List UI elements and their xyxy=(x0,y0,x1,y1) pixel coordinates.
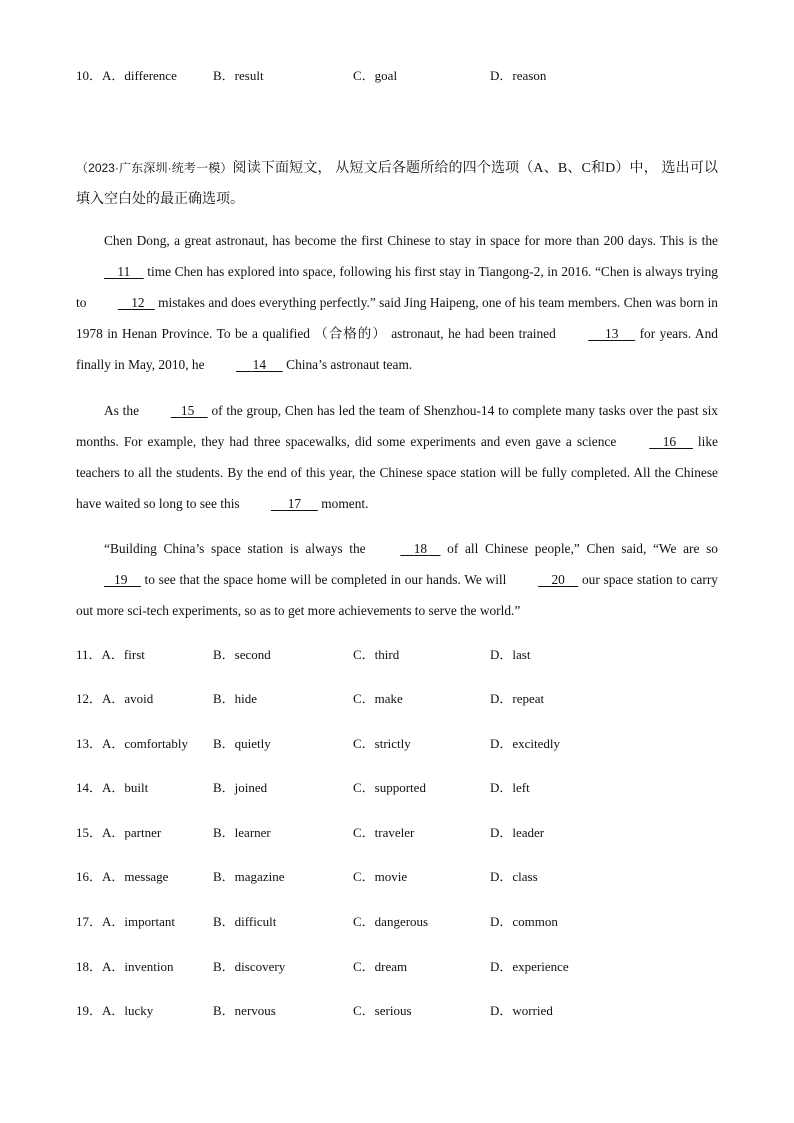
blank-14: 14 xyxy=(252,357,267,372)
question-number: 15． xyxy=(76,825,103,840)
option-a: A．comfortably xyxy=(102,736,188,751)
option-d: D．worried xyxy=(490,1003,553,1018)
question-18-options xyxy=(76,957,718,977)
option-c: C．traveler xyxy=(353,825,415,840)
option-a: A．built xyxy=(102,780,149,795)
option-c: C．goal xyxy=(353,68,398,83)
option-b: B．quietly xyxy=(213,736,271,751)
blank-20: 20 xyxy=(551,572,565,587)
option-c: C．movie xyxy=(353,869,408,884)
option-b: B．result xyxy=(213,68,264,83)
option-d: D．common xyxy=(490,914,558,929)
blank-18: 18 xyxy=(413,541,428,556)
option-a: A．partner xyxy=(102,825,162,840)
question-15-options xyxy=(76,823,718,843)
option-b: B．magazine xyxy=(213,869,285,884)
option-a: A．avoid xyxy=(102,691,154,706)
question-number: 17． xyxy=(76,914,103,929)
option-b: B．joined xyxy=(213,780,268,795)
option-d: D．last xyxy=(490,647,531,662)
option-c: C．strictly xyxy=(353,736,411,751)
question-number: 13． xyxy=(76,736,103,751)
question-number: 16． xyxy=(76,869,103,884)
option-b: B．learner xyxy=(213,825,271,840)
blank-17: 17 xyxy=(287,496,302,511)
blank-13: 13 xyxy=(605,326,619,341)
blank-12: 12 xyxy=(131,295,145,310)
option-b: B．hide xyxy=(213,691,258,706)
blank-11: 11 xyxy=(117,264,131,279)
option-b: B．discovery xyxy=(213,959,286,974)
option-d: D．excitedly xyxy=(490,736,561,751)
option-d: D．leader xyxy=(490,825,545,840)
option-d: D．reason xyxy=(490,68,547,83)
option-a: A．invention xyxy=(102,959,174,974)
option-b: B．difficult xyxy=(213,914,277,929)
passage-paragraph-1: Chen Dong, a great astronaut, has become the first Chinese to stay in space for more than 200 days. This is the 11 time Chen has explored into space, following his first stay in Tiangong-2, in 2016. “Chen is always trying to 12 mistakes and does everything perfectly.” said Jing Haipeng, one of his team members. Chen was born in 1978 in Henan Province. To be a qualified （合格的） astronaut, he had been trained 13 for years. And finally in May, 2010, he 14 China’s astronaut team. xyxy=(76,225,718,380)
blank-16: 16 xyxy=(662,434,677,449)
option-d: D．experience xyxy=(490,959,569,974)
question-12-options xyxy=(76,689,718,709)
passage-paragraph-3: “Building China’s space station is always the 18 of all Chinese people,” Chen said, “We are so 19 to see that the space home will be completed in our hands. We will 20 our space station to carry out more sci-tech experiments, so as to get more achievements to serve the world.” xyxy=(76,533,718,626)
source-tag: （2023·广东深圳·统考一模） xyxy=(76,161,233,175)
blank-19: 19 xyxy=(114,572,128,587)
instruction-text: 阅读下面短文， 从短文后各题所给的四个选项（A、B、C和D）中， 选出可以填入空白处的最正确选项。 xyxy=(76,161,718,207)
option-d: D．repeat xyxy=(490,691,545,706)
question-14-options xyxy=(76,778,718,798)
option-a: A．lucky xyxy=(102,1003,154,1018)
instruction xyxy=(76,153,718,215)
option-c: C．third xyxy=(353,647,400,662)
option-a: A．first xyxy=(101,647,145,662)
option-c: C．serious xyxy=(353,1003,412,1018)
question-13-options xyxy=(76,734,718,754)
option-c: C．supported xyxy=(353,780,426,795)
question-number: 14． xyxy=(76,780,103,795)
option-c: C．dangerous xyxy=(353,914,429,929)
question-11-options xyxy=(76,645,718,665)
question-19-options xyxy=(76,1001,718,1021)
option-a: A．difference xyxy=(102,68,177,83)
question-number: 11． xyxy=(76,647,102,662)
option-a: A．important xyxy=(102,914,175,929)
question-number: 10． xyxy=(76,68,103,83)
option-c: C．dream xyxy=(353,959,408,974)
blank-15: 15 xyxy=(180,403,195,418)
question-number: 19． xyxy=(76,1003,103,1018)
option-b: B．nervous xyxy=(213,1003,276,1018)
question-17-options xyxy=(76,912,718,932)
question-number: 18． xyxy=(76,959,103,974)
option-a: A．message xyxy=(102,869,169,884)
question-10-options xyxy=(76,66,718,86)
passage-paragraph-2: As the 15 of the group, Chen has led the team of Shenzhou-14 to complete many tasks over the past six months. For example, they had three spacewalks, did some experiments and even gave a science 16 like teachers to all the students. By the end of this year, the Chinese space station will be fully completed. All the Chinese have waited so long to see this 17 moment. xyxy=(76,395,718,519)
question-number: 12． xyxy=(76,691,103,706)
question-16-options xyxy=(76,867,718,887)
option-c: C．make xyxy=(353,691,403,706)
option-d: D．left xyxy=(490,780,530,795)
option-b: B．second xyxy=(213,647,271,662)
option-d: D．class xyxy=(490,869,538,884)
